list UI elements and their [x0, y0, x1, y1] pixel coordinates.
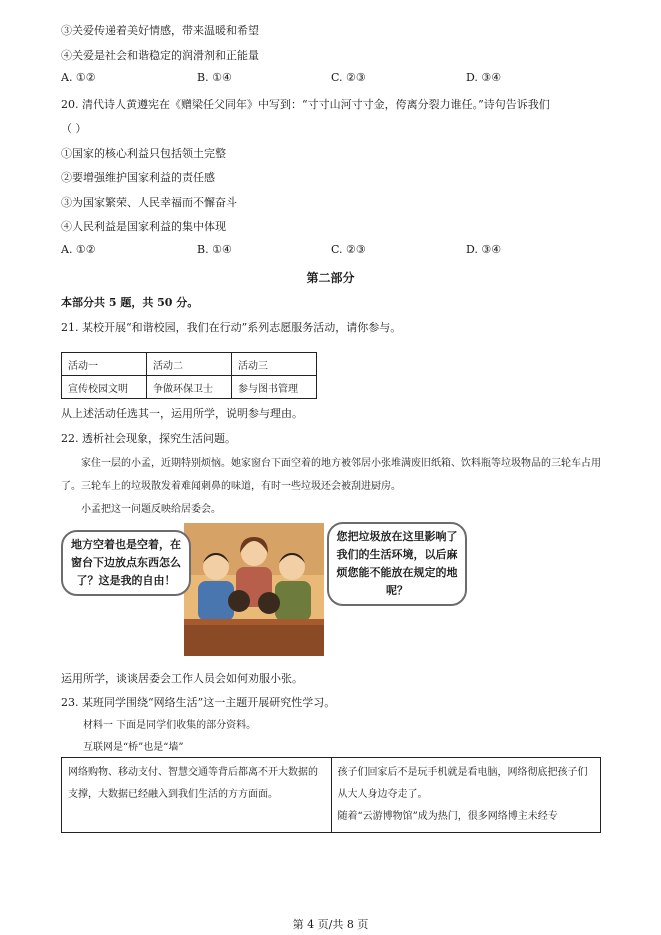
q20-option-c: C. ②③	[331, 243, 366, 256]
activity-1-desc: 宣传校园文明	[62, 376, 147, 399]
activity-3-title: 活动三	[232, 353, 317, 376]
material-cell-right	[331, 758, 601, 833]
q19-item-3: ③关爱传递着美好情感，带来温暖和希望	[61, 24, 259, 37]
activity-2-desc: 争做环保卫士	[147, 376, 232, 399]
q19-option-b: B. ①④	[197, 71, 232, 84]
material-cell-left: 网络购物、移动支付、智慧交通等背后都离不开大数据的支撑，大数据已经融入到我们生活的方方面面。	[62, 758, 332, 833]
q19-item-4: ④关爱是社会和谐稳定的润滑剂和正能量	[61, 49, 259, 62]
speech-bubble-committee: 您把垃圾放在这里影响了我们的生活环境，以后麻烦您能不能放在规定的地呢？	[327, 522, 467, 606]
q19-option-a: A. ①②	[61, 71, 96, 84]
q20-option-b: B. ①④	[197, 243, 232, 256]
q20-item-1: ①国家的核心利益只包括领土完整	[61, 147, 226, 160]
q21-task: 从上述活动任选其一，运用所学，说明参与理由。	[61, 407, 303, 420]
q23-sub-title: 互联网是“桥”也是“墙”	[83, 742, 184, 753]
part2-title: 第二部分	[306, 271, 355, 285]
q21-stem: 21. 某校开展“和谐校园，我们在行动”系列志愿服务活动，请你参与。	[61, 321, 402, 334]
part2-intro: 本部分共 5 题，共 50 分。	[61, 296, 199, 309]
q22-paragraph-1: 家住一层的小孟，近期特别烦恼。她家窗台下面空着的地方被邻居小张堆满废旧纸箱、饮料瓶等垃圾物品的三轮车占用了。三轮车上的垃圾散发着难闻刺鼻的味道，有时一些垃圾还会被刮进厨房。	[61, 458, 601, 492]
q23-material-title: 材料一 下面是同学们收集的部分资料。	[83, 720, 257, 731]
q21-activity-table	[61, 352, 317, 399]
q20-stem: 20. 清代诗人黄遵宪在《赠梁任父同年》中写到：“寸寸山河寸寸金，侉离分裂力谁任。”诗句告诉我们	[61, 98, 550, 111]
activity-3-desc: 参与图书管理	[232, 376, 317, 399]
material-right-para-2: 随着“云游博物馆”成为热门，很多网络博主未经专	[337, 811, 558, 822]
q19-option-c: C. ②③	[331, 71, 366, 84]
activity-2-title: 活动二	[147, 353, 232, 376]
q22-paragraph-2: 小孟把这一问题反映给居委会。	[81, 504, 221, 515]
committee-illustration	[184, 523, 324, 656]
speech-bubble-xiaozhang: 地方空着也是空着，在窗台下边放点东西怎么了？这是我的自由！	[61, 530, 191, 596]
q23-stem: 23. 某班同学围绕“网络生活”这一主题开展研究性学习。	[61, 696, 336, 709]
q20-blank: （ ）	[61, 122, 87, 135]
activity-1-title: 活动一	[62, 353, 147, 376]
q20-item-4: ④人民利益是国家利益的集中体现	[61, 220, 226, 233]
q20-option-a: A. ①②	[61, 243, 96, 256]
q23-material-table	[61, 757, 601, 833]
q20-option-d: D. ③④	[466, 243, 502, 256]
q19-option-d: D. ③④	[466, 71, 502, 84]
page-footer: 第 4 页/共 8 页	[292, 918, 369, 931]
q22-task: 运用所学，谈谈居委会工作人员会如何劝服小张。	[61, 672, 303, 685]
q20-item-3: ③为国家繁荣、人民幸福而不懈奋斗	[61, 196, 237, 209]
q22-stem: 22. 透析社会现象，探究生活问题。	[61, 432, 236, 445]
material-right-para-1: 孩子们回家后不是玩手机就是看电脑，网络彻底把孩子们从大人身边夺走了。	[337, 767, 588, 800]
q20-item-2: ②要增强维护国家利益的责任感	[61, 171, 215, 184]
